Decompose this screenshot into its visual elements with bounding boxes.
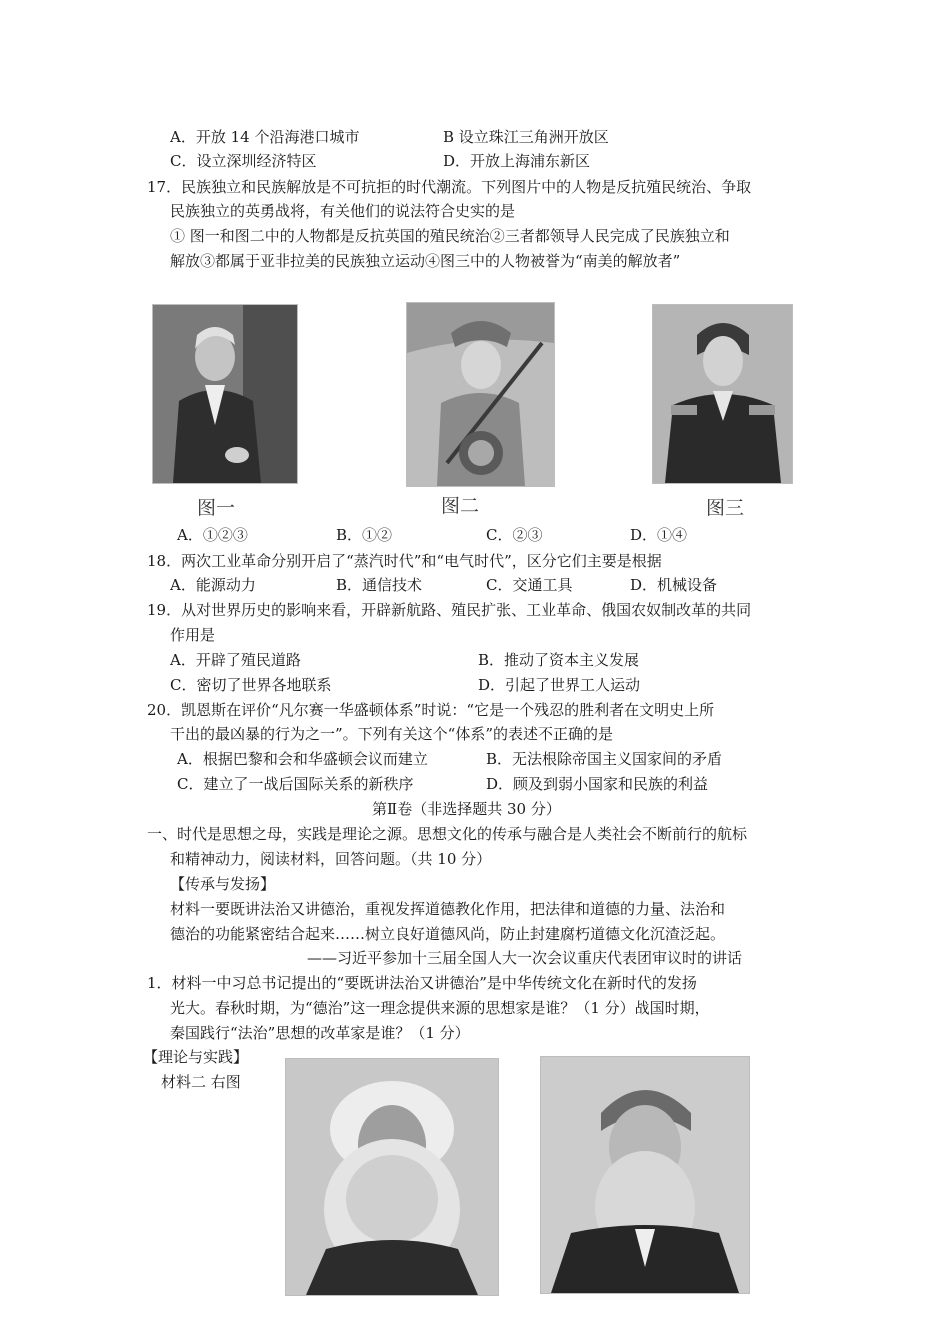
- material-1-source: ——习近平参加十三届全国人大一次会议重庆代表团审议时的讲话: [307, 949, 743, 967]
- q20-stem-line-1: 20．凯恩斯在评价“凡尔赛一华盛顿体系”时说：“它是一个残忍的胜利者在文明史上所: [147, 701, 715, 719]
- section-2-intro-line-2: 和精神动力，阅读材料，回答问题。（共 10 分）: [170, 850, 492, 868]
- q20-option-b: B．无法根除帝国主义国家间的矛盾: [486, 750, 723, 768]
- question-1-line-2: 光大。春秋时期，为“德治”这一理念提供来源的思想家是谁？（1 分）战国时期，: [170, 999, 710, 1017]
- heading-theory-practice: 【理论与实践】: [143, 1048, 249, 1066]
- q17-stem-line-1: 17．民族独立和民族解放是不可抗拒的时代潮流。下列图片中的人物是反抗殖民统治、争取: [147, 178, 752, 196]
- figure-2-portrait: [406, 302, 555, 487]
- q17-option-d: D．①④: [630, 526, 688, 544]
- q17-stem-line-3: ① 图一和图二中的人物都是反抗英国的殖民统治②三者都领导人民完成了民族独立和: [170, 227, 730, 245]
- q16-option-d: D．开放上海浦东新区: [443, 152, 591, 170]
- q17-option-c: C．②③: [486, 526, 543, 544]
- question-1-line-1: 1．材料一中习总书记提出的“要既讲法治又讲德治”是中华传统文化在新时代的发扬: [147, 974, 697, 992]
- q18-option-a: A．能源动力: [170, 576, 256, 594]
- figure-2-caption: 图二: [441, 495, 480, 517]
- q18-option-d: D．机械设备: [630, 576, 718, 594]
- figure-3-portrait: [652, 304, 793, 484]
- section-2-title: 第Ⅱ卷（非选择题共 30 分）: [372, 800, 561, 818]
- q18-stem: 18．两次工业革命分别开启了“蒸汽时代”和“电气时代”，区分它们主要是根据: [147, 552, 662, 570]
- q18-option-c: C．交通工具: [486, 576, 573, 594]
- q19-option-d: D．引起了世界工人运动: [478, 676, 641, 694]
- material-2-label: 材料二 右图: [161, 1073, 241, 1091]
- q17-stem-line-4: 解放③都属于亚非拉美的民族独立运动④图三中的人物被誉为“南美的解放者”: [170, 252, 681, 270]
- q19-option-c: C．密切了世界各地联系: [170, 676, 332, 694]
- q17-option-b: B．①②: [336, 526, 393, 544]
- q19-option-a: A．开辟了殖民道路: [170, 651, 301, 669]
- material-2-portrait-left: [285, 1058, 499, 1296]
- q16-option-c: C．设立深圳经济特区: [170, 152, 317, 170]
- q18-option-b: B．通信技术: [336, 576, 423, 594]
- q20-stem-line-2: 干出的最凶暴的行为之一”。下列有关这个“体系”的表述不正确的是: [170, 725, 614, 743]
- q16-option-a: A．开放 14 个沿海港口城市: [170, 128, 360, 146]
- material-2-portrait-right: [540, 1056, 750, 1294]
- figure-1-portrait: [152, 304, 298, 484]
- question-1-line-3: 秦国践行“法治”思想的改革家是谁？（1 分）: [170, 1024, 470, 1042]
- q17-stem-line-2: 民族独立的英勇战将，有关他们的说法符合史实的是: [170, 202, 516, 220]
- q20-option-a: A．根据巴黎和会和华盛顿会议而建立: [177, 750, 428, 768]
- figure-1-caption: 图一: [197, 497, 236, 519]
- material-1-line-2: 德治的功能紧密结合起来……树立良好道德风尚，防止封建腐朽道德文化沉渣泛起。: [170, 925, 726, 943]
- q20-option-c: C．建立了一战后国际关系的新秩序: [177, 775, 414, 793]
- heading-inheritance: 【传承与发扬】: [170, 875, 276, 893]
- q16-option-b: B 设立珠江三角洲开放区: [443, 128, 609, 146]
- q17-option-a: A．①②③: [177, 526, 248, 544]
- section-2-intro-line-1: 一、时代是思想之母，实践是理论之源。思想文化的传承与融合是人类社会不断前行的航标: [147, 825, 748, 843]
- q19-stem-line-1: 19．从对世界历史的影响来看，开辟新航路、殖民扩张、工业革命、俄国农奴制改革的共同: [147, 601, 752, 619]
- q20-option-d: D．顾及到弱小国家和民族的利益: [486, 775, 709, 793]
- figure-3-caption: 图三: [706, 497, 745, 519]
- material-1-line-1: 材料一要既讲法治又讲德治，重视发挥道德教化作用，把法律和道德的力量、法治和: [170, 900, 726, 918]
- q19-stem-line-2: 作用是: [170, 626, 216, 644]
- q19-option-b: B．推动了资本主义发展: [478, 651, 640, 669]
